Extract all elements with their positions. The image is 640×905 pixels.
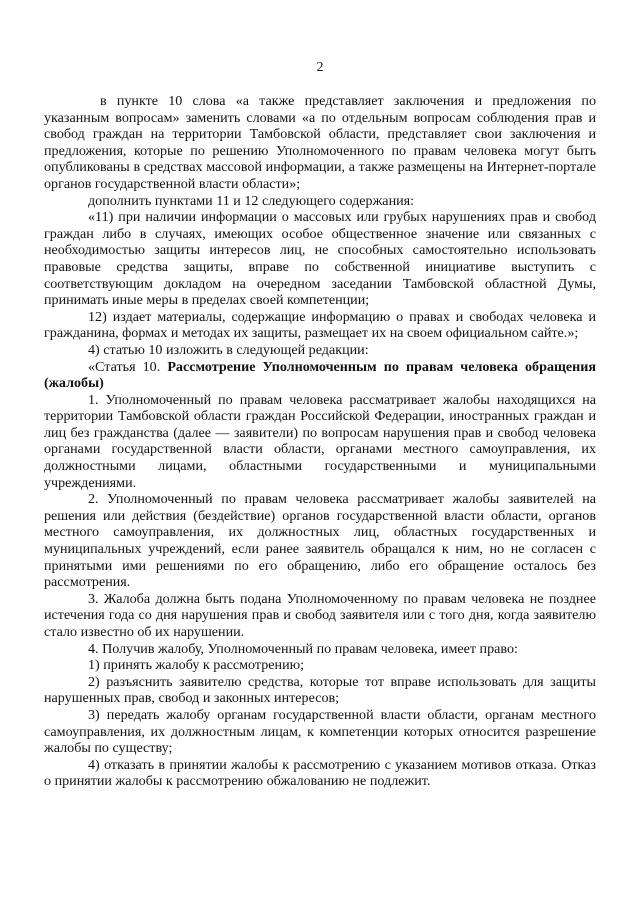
article-heading-prefix: «Статья 10. [88,358,168,375]
paragraph-add-points: дополнить пунктами 11 и 12 следующего содержания: [88,192,415,209]
article-heading [44,359,596,392]
article-subpoint-2: 2) разъяснить заявителю средства, которые тот вправе использовать для защиты нарушенных прав, свобод и законных интересов; [44,673,596,707]
article-paragraph-2: 2. Уполномоченный по правам человека рассматривает жалобы заявителей на решения или действия (бездействие) органов государственной власти области, органов местного самоуправления, их должностных лиц, областных государственных и муниципальных учреждений, если ранее заявитель обращался к ним, но не согласен с принятыми ими решениями по его обращению, либо его обращение осталось без рассмотрения. [44,491,596,591]
paragraph-point-11: «11) при наличии информации о массовых или грубых нарушениях прав и свобод граждан либо в случаях, имеющих особое общественное значение или связанных с необходимостью защиты интересов лиц, не способных самостоятельно использовать правовые средства защиты, вправе по собственной инициативе выступить с соответствующим докладом на очередном заседании Тамбовской областной Думы, принимать иные меры в пределах своей компетенции; [44,209,596,309]
article-subpoint-4: 4) отказать в принятии жалобы к рассмотрению с указанием мотивов отказа. Отказ о принятии жалобы к рассмотрению обжалованию не подлежит. [44,756,596,790]
article-paragraph-3: 3. Жалоба должна быть подана Уполномоченному по правам человека не позднее истечения года со дня нарушения прав и свобод заявителя или с того дня, когда заявителю стало известно об их нарушении. [44,590,596,640]
paragraph-amend-point-10: в пункте 10 слова «а также представляет заключения и предложения по указанным вопросам» заменить словами «а по отдельным вопросам соблюдения прав и свобод граждан на территории Тамбовской области, представляет свои заключения и предложения, которые по решению Уполномоченного по правам человека могут быть опубликованы в средствах массовой информации, а также размещены на Интернет-портале органов государственной власти области»; [44,93,596,192]
article-paragraph-4: 4. Получив жалобу, Уполномоченный по правам человека, имеет право: [88,640,518,657]
article-heading-title: Рассмотрение Уполномоченным по правам человека обращения (жалобы) [44,358,597,392]
article-subpoint-1: 1) принять жалобу к рассмотрению; [88,657,305,674]
paragraph-article-10-intro: 4) статью 10 изложить в следующей редакции: [88,341,369,358]
page-number: 2 [316,60,324,75]
article-paragraph-1: 1. Уполномоченный по правам человека рассматривает жалобы находящихся на территории Тамбовской области граждан Российской Федерации, иностранных граждан и лиц без гражданства (далее — заявители) по вопросам нарушения прав и свобод человека органами государственной власти области, органами местного самоуправления, их должностными лицами, областными государственными и муниципальными учреждениями. [44,391,596,491]
document-body [44,93,596,790]
article-subpoint-3: 3) передать жалобу органам государственной власти области, органам местного самоуправления, их должностным лицам, к компетенции которых относится разрешение жалобы по существу; [44,706,596,757]
paragraph-point-12: 12) издает материалы, содержащие информацию о правах и свободах человека и гражданина, формах и методах их защиты, размещает их на своем официальном сайте.»; [44,308,596,342]
